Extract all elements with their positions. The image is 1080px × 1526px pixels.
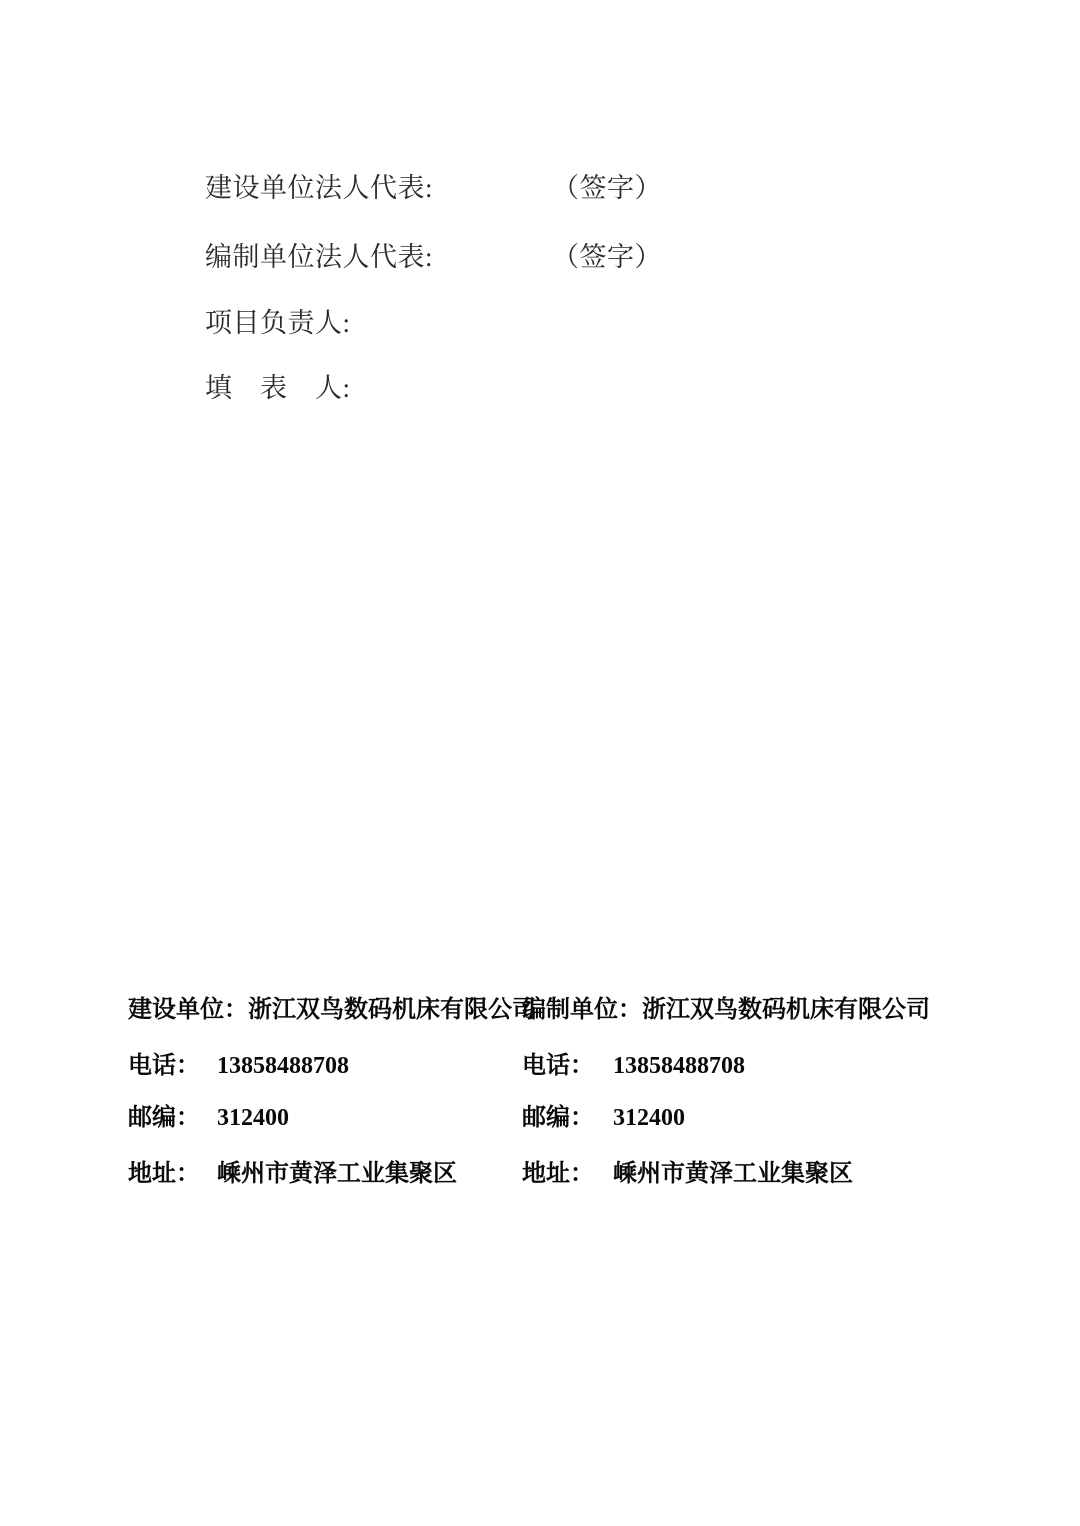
phone-value: 13858488708 (613, 1053, 745, 1079)
project-leader-label: 项目负责人: (205, 308, 351, 338)
phone-value: 13858488708 (217, 1053, 349, 1079)
postcode-label: 邮编： (128, 1105, 200, 1131)
address-label: 地址： (522, 1161, 594, 1187)
compilation-unit-row (522, 997, 930, 1023)
form-filler-label: 填 表 人: (205, 373, 351, 403)
phone-label: 电话： (128, 1053, 200, 1079)
compilation-unit-legal-representative-label: 编制单位法人代表: (205, 242, 434, 272)
postcode-value: 312400 (613, 1105, 685, 1131)
postcode-value: 312400 (217, 1105, 289, 1131)
address-value: 嵊州市黄泽工业集聚区 (613, 1161, 853, 1187)
construction-unit-name: 浙江双鸟数码机床有限公司 (248, 997, 536, 1023)
postcode-label: 邮编： (522, 1105, 594, 1131)
signature-hint: （签字） (552, 173, 662, 203)
signature-hint: （签字） (552, 242, 662, 272)
address-value: 嵊州市黄泽工业集聚区 (217, 1161, 457, 1187)
compilation-unit-name: 浙江双鸟数码机床有限公司 (642, 997, 930, 1023)
compilation-unit-label: 编制单位： (522, 997, 642, 1023)
address-label: 地址： (128, 1161, 200, 1187)
construction-unit-legal-representative-label: 建设单位法人代表: (205, 173, 434, 203)
construction-unit-row (128, 997, 536, 1023)
construction-unit-label: 建设单位： (128, 997, 248, 1023)
phone-label: 电话： (522, 1053, 594, 1079)
